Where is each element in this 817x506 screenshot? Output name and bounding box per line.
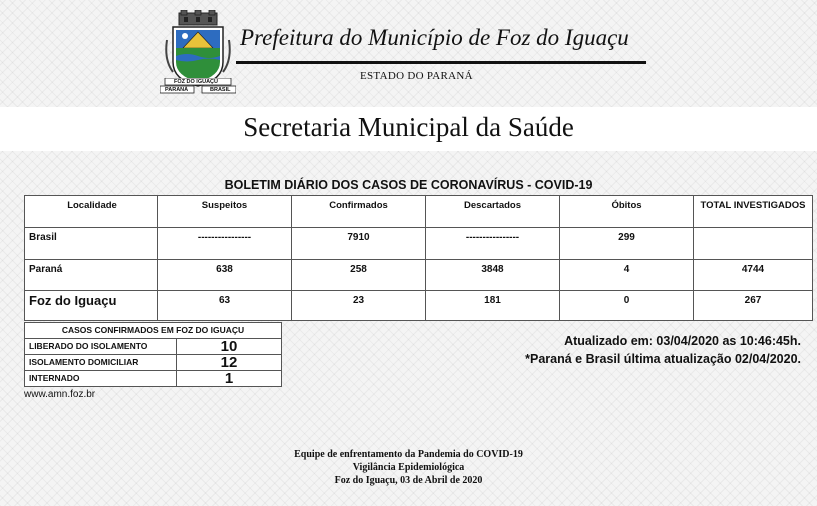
table-row bbox=[25, 228, 813, 260]
row-localidade: Foz do Iguaçu bbox=[25, 291, 158, 321]
table-row bbox=[25, 291, 813, 321]
confirmed-cases-title: CASOS CONFIRMADOS EM FOZ DO IGUAÇU bbox=[25, 323, 282, 339]
table-row bbox=[25, 260, 813, 291]
list-item bbox=[25, 371, 282, 387]
state-name: ESTADO DO PARANÁ bbox=[360, 70, 473, 82]
case-value: 1 bbox=[177, 371, 282, 387]
column-header-localidade: Localidade bbox=[25, 196, 158, 228]
row-localidade: Brasil bbox=[25, 228, 158, 260]
case-label: ISOLAMENTO DOMICILIAR bbox=[25, 355, 177, 371]
crest-country-label: BRASIL bbox=[210, 86, 231, 93]
footer-team: Equipe de enfrentamento da Pandemia do COVID-19 bbox=[294, 449, 523, 460]
column-header-descartados: Descartados bbox=[426, 196, 560, 228]
case-value: 10 bbox=[177, 339, 282, 355]
city-title: Prefeitura do Município de Foz do Iguaçu bbox=[240, 25, 629, 50]
footer bbox=[0, 448, 817, 487]
update-note: *Paraná e Brasil última atualização 02/04/2020. bbox=[525, 352, 801, 366]
row-suspeitos: 63 bbox=[158, 291, 292, 321]
row-descartados: ---------------- bbox=[426, 228, 560, 260]
row-confirmados: 23 bbox=[292, 291, 426, 321]
row-suspeitos: ---------------- bbox=[158, 228, 292, 260]
case-label: LIBERADO DO ISOLAMENTO bbox=[25, 339, 177, 355]
row-obitos: 299 bbox=[560, 228, 694, 260]
website-link[interactable]: www.amn.foz.br bbox=[24, 389, 96, 400]
column-header-suspeitos: Suspeitos bbox=[158, 196, 292, 228]
list-item bbox=[25, 355, 282, 371]
footer-department: Vigilância Epidemiológica bbox=[352, 462, 465, 473]
row-confirmados: 258 bbox=[292, 260, 426, 291]
column-header-obitos: Óbitos bbox=[560, 196, 694, 228]
column-header-total: TOTAL INVESTIGADOS bbox=[694, 196, 813, 228]
row-obitos: 4 bbox=[560, 260, 694, 291]
row-confirmados: 7910 bbox=[292, 228, 426, 260]
row-descartados: 3848 bbox=[426, 260, 560, 291]
crest-city-label: FOZ DO IGUAÇU bbox=[174, 78, 218, 85]
bulletin-table bbox=[24, 195, 813, 321]
row-descartados: 181 bbox=[426, 291, 560, 321]
row-total: 4744 bbox=[694, 260, 813, 291]
crest-ribbon bbox=[160, 78, 236, 94]
row-localidade: Paraná bbox=[25, 260, 158, 291]
bulletin-title: BOLETIM DIÁRIO DOS CASOS DE CORONAVÍRUS - COVID-19 bbox=[224, 178, 593, 192]
case-value: 12 bbox=[177, 355, 282, 371]
case-label: INTERNADO bbox=[25, 371, 177, 387]
crest-state-label: PARANÁ bbox=[165, 86, 189, 93]
updated-timestamp: Atualizado em: 03/04/2020 as 10:46:45h. bbox=[564, 334, 801, 348]
secretaria-title: Secretaria Municipal da Saúde bbox=[243, 112, 574, 142]
list-item bbox=[25, 339, 282, 355]
footer-date: Foz do Iguaçu, 03 de Abril de 2020 bbox=[334, 475, 483, 486]
row-obitos: 0 bbox=[560, 291, 694, 321]
row-total bbox=[694, 228, 813, 260]
title-divider bbox=[236, 61, 646, 64]
row-suspeitos: 638 bbox=[158, 260, 292, 291]
column-header-confirmados: Confirmados bbox=[292, 196, 426, 228]
table-header-row bbox=[25, 196, 813, 228]
confirmed-cases-table bbox=[24, 322, 282, 387]
row-total: 267 bbox=[694, 291, 813, 321]
